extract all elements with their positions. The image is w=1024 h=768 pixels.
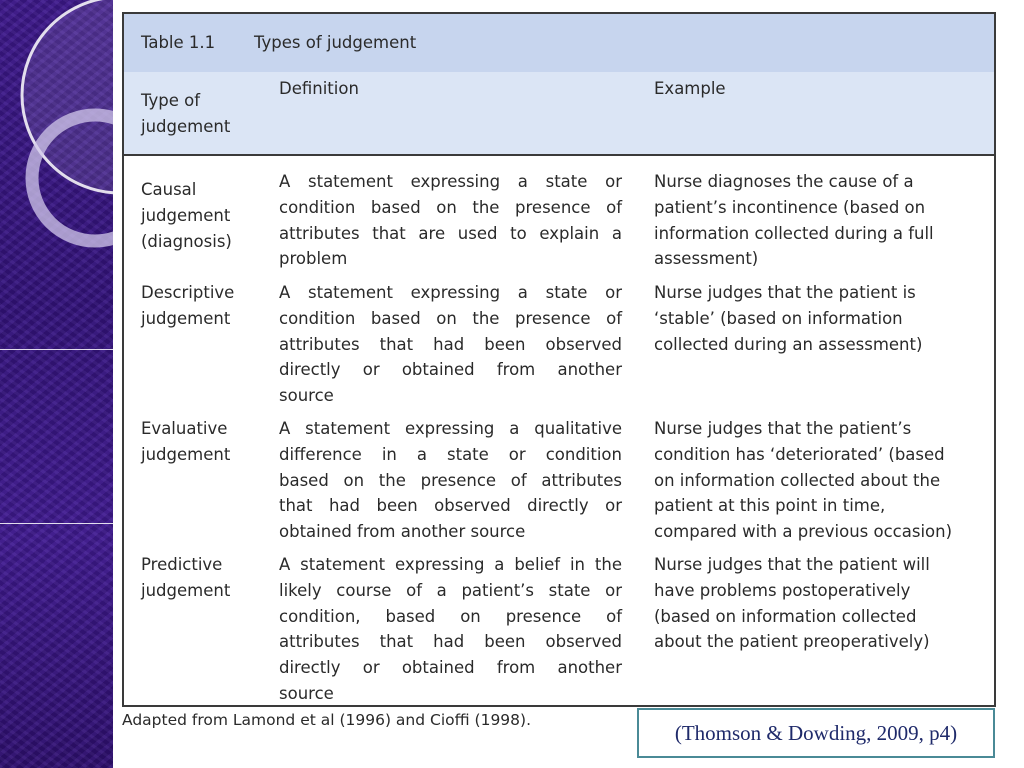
header-example: Example — [654, 79, 726, 98]
decorative-circles — [0, 0, 113, 768]
row-type-evaluative: Evaluative judgement — [141, 419, 231, 464]
judgement-table — [122, 12, 996, 707]
row-definition-predictive: A statement expressing a belief in the likely course of a patient’s state or condition, based on presence of attributes that had been observed directly or obtained from another source — [279, 555, 622, 703]
row-definition-evaluative: A statement expressing a qualitative difference in a state or condition based on the presence of attributes that had been observed directly or obtained from another source — [279, 419, 622, 542]
sidebar-divider — [0, 349, 113, 350]
row-definition-descriptive: A statement expressing a state or condition based on the presence of attributes that had been observed directly or obtained from another source — [279, 283, 622, 406]
row-example-causal: Nurse diagnoses the cause of a patient’s incontinence (based on information collected during a full assessment) — [654, 172, 934, 269]
decorative-sidebar — [0, 0, 113, 768]
row-definition-causal: A statement expressing a state or condition based on the presence of attributes that are used to explain a problem — [279, 172, 622, 269]
sidebar-divider — [0, 523, 113, 524]
row-type-causal: Causal judgement (diagnosis) — [141, 180, 232, 251]
table-source-note: Adapted from Lamond et al (1996) and Cioffi (1998). — [122, 711, 532, 729]
row-example-evaluative: Nurse judges that the patient’s condition has ‘deteriorated’ (based on information collected about the patient at this point in time, compared with a previous occasion) — [654, 419, 953, 542]
row-example-descriptive: Nurse judges that the patient is ‘stable’ (based on information collected during an assessment) — [654, 283, 923, 354]
table-title: Types of judgement — [254, 33, 417, 52]
row-example-predictive: Nurse judges that the patient will have problems postoperatively (based on information collected about the patient preoperatively) — [654, 555, 930, 652]
table-number: Table 1.1 — [141, 33, 216, 52]
header-type: Type of judgement — [141, 91, 231, 136]
citation-box: (Thomson & Dowding, 2009, p4) — [637, 708, 995, 758]
row-type-descriptive: Descriptive judgement — [141, 283, 235, 328]
table-caption — [124, 14, 994, 73]
table-header-row — [124, 72, 994, 156]
header-definition: Definition — [279, 79, 359, 98]
row-type-predictive: Predictive judgement — [141, 555, 231, 600]
